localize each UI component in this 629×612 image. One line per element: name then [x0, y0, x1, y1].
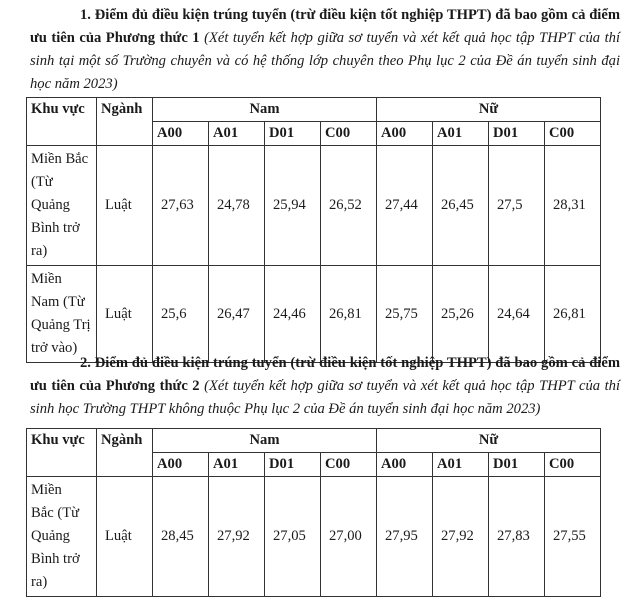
score-cell: 25,75 — [377, 266, 433, 363]
header-area: Khu vực — [27, 98, 97, 146]
score-cell: 25,6 — [153, 266, 209, 363]
table-row — [27, 477, 601, 597]
header-male: Nam — [153, 429, 377, 453]
header-block: C00 — [545, 453, 601, 477]
header-male: Nam — [153, 98, 377, 122]
score-cell: 25,94 — [265, 146, 321, 266]
area-line: ra) — [31, 574, 48, 590]
header-block: A00 — [377, 122, 433, 146]
section-1-note: (Xét tuyển kết hợp giữa sơ tuyển và xét kết quả học tập THPT của thí sinh tại một số Trường chuyên và có hệ thống lớp chuyên theo Phụ lục 2 của Đề án tuyển sinh đại học năm 2023) — [30, 30, 620, 92]
header-block: A01 — [209, 453, 265, 477]
section-1-heading — [30, 4, 620, 96]
score-cell: 25,26 — [433, 266, 489, 363]
section-2-title: 2. Điểm đủ điều kiện trúng tuyển (trừ điều kiện tốt nghiệp THPT) đã bao gồm cả điểm ưu tiên của Phương thức 2 — [30, 355, 620, 394]
header-female: Nữ — [377, 98, 601, 122]
area-line: Miền — [31, 271, 62, 287]
header-block: C00 — [321, 453, 377, 477]
score-cell: 27,44 — [377, 146, 433, 266]
score-cell: 27,92 — [433, 477, 489, 597]
header-block: C00 — [545, 122, 601, 146]
header-block: A00 — [153, 122, 209, 146]
header-block: A00 — [153, 453, 209, 477]
area-cell — [27, 477, 97, 597]
area-line: Bình trở — [31, 551, 80, 567]
score-cell: 26,47 — [209, 266, 265, 363]
score-cell: 26,81 — [321, 266, 377, 363]
area-line: Miền Bắc — [31, 151, 89, 167]
area-line: Bắc (Từ — [31, 505, 80, 521]
area-line: (Từ — [31, 174, 53, 190]
table-row — [27, 146, 601, 266]
section-2-heading — [30, 352, 620, 421]
score-cell: 26,52 — [321, 146, 377, 266]
major-cell: Luật — [97, 146, 153, 266]
area-line: trở vào) — [31, 340, 78, 356]
header-block: D01 — [489, 453, 545, 477]
score-cell: 27,05 — [265, 477, 321, 597]
score-cell: 26,81 — [545, 266, 601, 363]
area-line: ra) — [31, 243, 48, 259]
area-line: Quảng — [31, 528, 70, 544]
header-block: A00 — [377, 453, 433, 477]
header-block: A01 — [433, 453, 489, 477]
score-cell: 27,00 — [321, 477, 377, 597]
table-header-row — [27, 429, 601, 453]
score-table-method-1 — [26, 97, 601, 363]
area-cell — [27, 146, 97, 266]
table-header-row — [27, 98, 601, 122]
score-cell: 27,5 — [489, 146, 545, 266]
table-row — [27, 266, 601, 363]
area-line: Nam (Từ — [31, 294, 85, 310]
score-cell: 28,31 — [545, 146, 601, 266]
score-table-method-2 — [26, 428, 601, 597]
header-block: D01 — [265, 122, 321, 146]
major-cell: Luật — [97, 477, 153, 597]
area-line: Bình trở — [31, 220, 80, 236]
score-cell: 24,46 — [265, 266, 321, 363]
section-1-title: 1. Điểm đủ điều kiện trúng tuyển (trừ điều kiện tốt nghiệp THPT) đã bao gồm cả điểm ưu tiên của Phương thức 1 — [30, 7, 620, 46]
header-major: Ngành — [97, 429, 153, 477]
header-block: D01 — [489, 122, 545, 146]
score-cell: 27,63 — [153, 146, 209, 266]
area-line: Quảng — [31, 197, 70, 213]
area-line: Miền — [31, 482, 62, 498]
header-block: C00 — [321, 122, 377, 146]
score-cell: 24,64 — [489, 266, 545, 363]
header-area: Khu vực — [27, 429, 97, 477]
header-block: D01 — [265, 453, 321, 477]
score-cell: 28,45 — [153, 477, 209, 597]
score-cell: 27,95 — [377, 477, 433, 597]
area-cell — [27, 266, 97, 363]
section-2-note: (Xét tuyển kết hợp giữa sơ tuyển và xét kết quả học tập THPT của thí sinh học Trường THPT không thuộc Phụ lục 2 của Đề án tuyển sinh đại học năm 2023) — [30, 378, 620, 417]
score-cell: 26,45 — [433, 146, 489, 266]
header-block: A01 — [433, 122, 489, 146]
major-cell: Luật — [97, 266, 153, 363]
score-cell: 27,55 — [545, 477, 601, 597]
header-female: Nữ — [377, 429, 601, 453]
header-major: Ngành — [97, 98, 153, 146]
header-block: A01 — [209, 122, 265, 146]
score-cell: 27,92 — [209, 477, 265, 597]
score-cell: 27,83 — [489, 477, 545, 597]
area-line: Quảng Trị — [31, 317, 91, 333]
score-cell: 24,78 — [209, 146, 265, 266]
